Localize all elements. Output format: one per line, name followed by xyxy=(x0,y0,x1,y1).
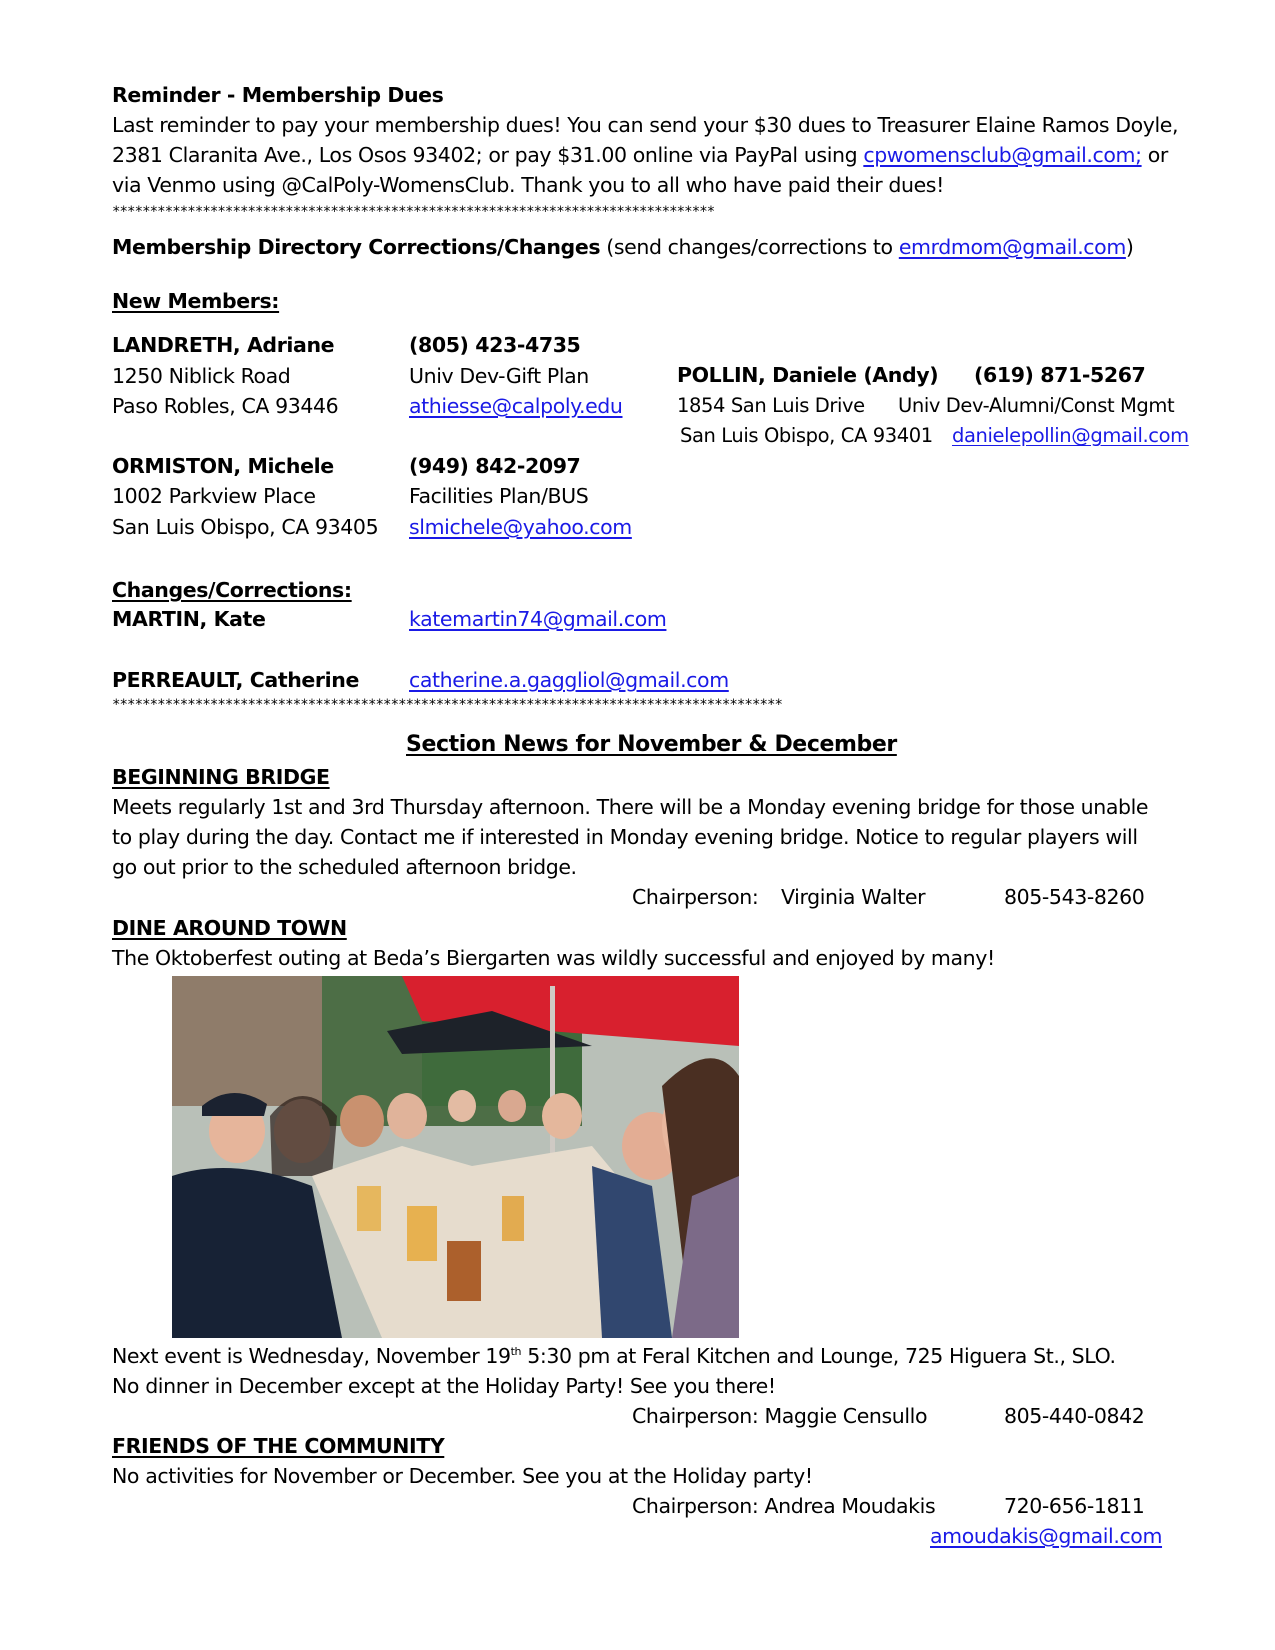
directory-line xyxy=(112,232,1134,262)
member-street: 1854 San Luis Drive xyxy=(677,394,865,417)
member-dept: Univ Dev-Gift Plan xyxy=(409,364,589,388)
new-members-heading: New Members: xyxy=(112,289,280,313)
changes-heading: Changes/Corrections: xyxy=(112,578,352,602)
member-name: POLLIN, Daniele (Andy) xyxy=(677,363,939,387)
member-email-link[interactable]: slmichele@yahoo.com xyxy=(409,515,632,539)
dues-line-3: via Venmo using @CalPoly-WomensClub. Thank you to all who have paid their dues! xyxy=(112,173,944,197)
friends-chair-email-link[interactable]: amoudakis@gmail.com xyxy=(930,1524,1163,1548)
bridge-chair-name: Virginia Walter xyxy=(781,885,926,909)
member-name: LANDRETH, Adriane xyxy=(112,333,335,357)
member-email-link[interactable]: athiesse@calpoly.edu xyxy=(409,394,623,418)
dine-chair: Chairperson: Maggie Censullo xyxy=(632,1404,928,1428)
member-city: Paso Robles, CA 93446 xyxy=(112,394,339,418)
dine-chair-phone: 805-440-0842 xyxy=(1004,1404,1145,1428)
member-name: ORMISTON, Michele xyxy=(112,454,334,478)
change-name: PERREAULT, Catherine xyxy=(112,668,359,692)
change-email-link[interactable]: katemartin74@gmail.com xyxy=(409,607,667,631)
member-email-link[interactable]: danielepollin@gmail.com xyxy=(952,424,1189,447)
dues-line-2-tail: or xyxy=(1141,143,1168,167)
friends-chair-phone: 720-656-1811 xyxy=(1004,1494,1145,1518)
bridge-heading: BEGINNING BRIDGE xyxy=(112,765,330,789)
dine-heading: DINE AROUND TOWN xyxy=(112,916,347,940)
bridge-line: Meets regularly 1st and 3rd Thursday afternoon. There will be a Monday evening bridge for those unable xyxy=(112,795,1149,819)
dues-heading: Reminder - Membership Dues xyxy=(112,83,444,107)
section-news-title: Section News for November & December xyxy=(406,732,897,757)
friends-heading: FRIENDS OF THE COMMUNITY xyxy=(112,1434,445,1458)
member-street: 1250 Niblick Road xyxy=(112,364,291,388)
bridge-chair-label: Chairperson: xyxy=(632,885,759,909)
directory-heading: Membership Directory Corrections/Changes xyxy=(112,235,601,259)
dine-line-2: No dinner in December except at the Holiday Party! See you there! xyxy=(112,1374,776,1398)
dine-next-event-sup: th xyxy=(510,1345,522,1359)
member-phone: (949) 842-2097 xyxy=(409,454,581,478)
member-dept: Univ Dev-Alumni/Const Mgmt xyxy=(898,394,1175,417)
dues-line-2-text: 2381 Claranita Ave., Los Osos 93402; or pay $31.00 online via PayPal using xyxy=(112,143,864,167)
bridge-line: go out prior to the scheduled afternoon bridge. xyxy=(112,855,577,879)
bridge-line: to play during the day. Contact me if interested in Monday evening bridge. Notice to regular players will xyxy=(112,825,1138,849)
member-city: San Luis Obispo, CA 93405 xyxy=(112,515,379,539)
change-name: MARTIN, Kate xyxy=(112,607,266,631)
friends-chair: Chairperson: Andrea Moudakis xyxy=(632,1494,936,1518)
member-phone: (805) 423-4735 xyxy=(409,333,581,357)
dues-line-1: Last reminder to pay your membership dues! You can send your $30 dues to Treasurer Elaine Ramos Doyle, xyxy=(112,113,1179,137)
dues-line-2 xyxy=(112,140,1168,170)
directory-email-link[interactable]: emrdmom@gmail.com xyxy=(898,235,1126,259)
member-city: San Luis Obispo, CA 93401 xyxy=(680,424,933,447)
separator-stars: ***************************************************************************************** xyxy=(112,697,783,713)
bridge-chair-phone: 805-543-8260 xyxy=(1004,885,1145,909)
dine-next-event xyxy=(112,1341,1116,1371)
change-email-link[interactable]: catherine.a.gaggliol@gmail.com xyxy=(409,668,729,692)
separator-stars: ******************************************************************************** xyxy=(112,204,715,220)
photo-illustration xyxy=(172,976,739,1338)
member-dept: Facilities Plan/BUS xyxy=(409,484,589,508)
directory-note-end: ) xyxy=(1125,235,1134,259)
oktoberfest-photo xyxy=(172,976,739,1338)
dine-next-event-tail: 5:30 pm at Feral Kitchen and Lounge, 725 Higuera St., SLO. xyxy=(521,1344,1116,1368)
member-phone: (619) 871-5267 xyxy=(974,363,1146,387)
dine-next-event-text: Next event is Wednesday, November 19 xyxy=(112,1344,511,1368)
dine-intro: The Oktoberfest outing at Beda’s Biergarten was wildly successful and enjoyed by many! xyxy=(112,946,995,970)
directory-note: (send changes/corrections to xyxy=(600,235,899,259)
friends-line: No activities for November or December. See you at the Holiday party! xyxy=(112,1464,813,1488)
member-street: 1002 Parkview Place xyxy=(112,484,316,508)
paypal-email-link[interactable]: cpwomensclub@gmail.com; xyxy=(863,143,1142,167)
